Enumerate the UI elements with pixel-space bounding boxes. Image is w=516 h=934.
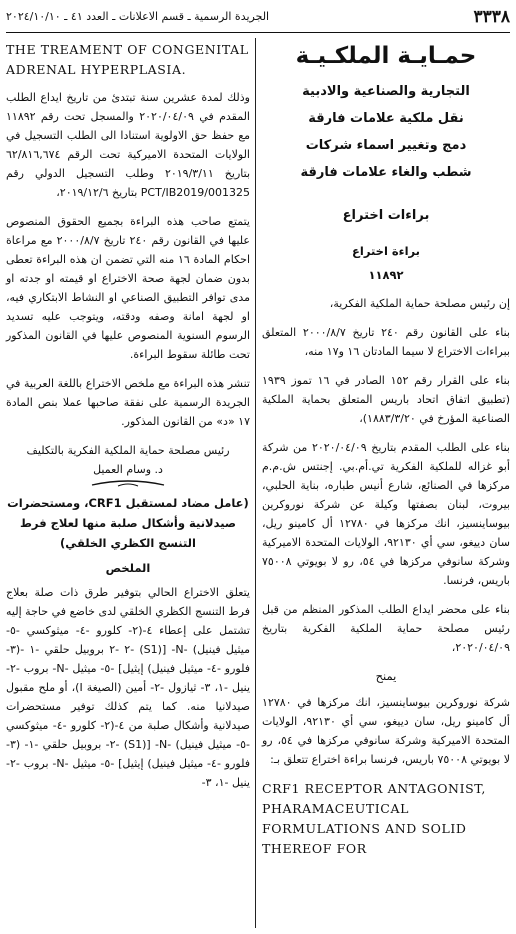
english-patent-title-continued: THE TREAMENT OF CONGENITAL ADRENAL HYPERPLASIA.	[6, 42, 249, 77]
section-subtitle: دمج وتغيير اسماء شركات	[305, 138, 467, 153]
grants-label: يمنح	[375, 669, 397, 683]
section-subtitle: نقل ملكية علامات فارقة	[308, 111, 464, 126]
signature-title: رئيس مصلحة حماية الملكية الفكرية بالتكليف	[26, 444, 230, 457]
signature-name: د. وسام العميل	[93, 463, 163, 476]
left-column	[6, 40, 250, 802]
patents-heading: براءات اختراع	[342, 208, 430, 223]
paragraph: وذلك لمدة عشرين سنة تبتدئ من تاريخ ايداع الطلب المقدم في ٢٠٢٠/٠٤/٠٩ والمسجل تحت رقم ١١٨٩٢ مع حفظ حق الاولوية استنادا الى الطلب التسجيل في الولايات المتحدة الاميركية تحت الرقم ٦٢/٨١٦,٦٧٤ بتاريخ ٢٠١٩/٣/١١ وطلب التسجيل الدولي رقم PCT/IB2019/001325 بتاريخ ٢٠١٩/١٢/٦،	[6, 91, 250, 199]
ornament-swash	[88, 479, 168, 489]
paragraph: يتمتع صاحب هذه البراءة بجميع الحقوق المنصوص عليها في القانون رقم ٢٤٠ تاريخ ٢٠٠٠/٨/٧ مع مراعاة احكام المادة ١٦ منه التي تضمن ان هذه البراءة تعطى بدون ضمان لجهة صحة الاختراع او قيمته او جدته او مدى توافر التطبيق الصناعي او النشاط الابتكاري فيه، او لجهة امانة وصفه ودقته، ويتوجب عليه تسديد الرسوم السنوية المنصوص عليها في القانون المذكور تحت طائلة سقوط البراءة.	[6, 215, 250, 361]
abstract-heading: الملخص	[105, 561, 151, 575]
english-patent-title: CRF1 RECEPTOR ANTAGONIST, PHARAMACEUTICAL FORMULATIONS AND SOLID THEREOF FOR	[262, 781, 486, 856]
page-header	[6, 6, 510, 28]
abstract-text: يتعلق الاختراع الحالي بتوفير طرق ذات صلة بعلاج فرط التنسج الكظري الخلقي لدى خاضع في حاجة إليه تشتمل على إعطاء ٤-(٢- كلورو -٤- ميثوكسي -٥- ميثيل فينيل) -N- [(S1) -٢ -٢ بروبيل حلقي -١ -(٣- فلورو -٤- ميثيل فينيل) إيثيل] -٥- ميثيل -N- بروب -٢- ينيل -١، ٣- ثيازول -٢- أمين (الصيغة I)، أو ملح مقبول صيدلانيا منه. كما يتم كذلك توفير مستحضرات صيدلانية وأشكال صلبة من ٤-(٢- كلورو -٤- ميثوكسي -٥- ميثيل فينيل) -N- [(S1) -٢- بروبيل حلقي -١- (٣- فلورو -٤- ميثيل فينيل) إيثيل] -٥- ميثيل -N- بروب -٢- ينيل -١، ٣-	[6, 586, 251, 789]
paragraph: بناء على محضر ايداع الطلب المذكور المنظم من قبل رئيس مصلحة حماية الملكية الفكرية بتاريخ ٢٠٢٠/٠٤/٠٩،	[262, 603, 510, 654]
patent-label: براءة اختراع	[352, 244, 420, 258]
gazette-info-line: الجريدة الرسمية ـ قسم الاعلانات ـ العدد ٤١ ـ ٢٠٢٤/١٠/١٠	[6, 10, 270, 23]
header-rule	[6, 32, 510, 33]
invention-title: (عامل مضاد لمستقبل CRF1، ومستحضرات صيدلانية وأشكال صلبة منها لعلاج فرط التنسج الكظري الخلقي)	[7, 496, 249, 550]
paragraph: بناء على القرار رقم ١٥٢ الصادر في ١٦ تموز ١٩٣٩ (تطبيق اتفاق اتحاد باريس المتعلق بحماية الملكية الصناعية المؤرخ في ١٨٨٣/٣/٢٠)،	[262, 374, 510, 425]
section-subtitle: التجارية والصناعية والادبية	[302, 84, 470, 99]
page-number: ٣٣٣٨	[473, 7, 510, 27]
grant-paragraph: شركة نوروكرين بيوساينسيز، انك مركزها في ١٢٧٨٠ أل كامينو ريل، سان دييغو، سي أي ٩٢١٣٠، الولايات المتحدة الاميركية وشركة سانوفي مركزها في ٥٤، رو لا بويوتي ٧٥٠٠٨ باريس، فرنسا براءة اختراع تتعلق بـ:	[262, 696, 510, 766]
addressee: إن رئيس مصلحة حماية الملكية الفكرية،	[329, 297, 510, 310]
paragraph: بناء على القانون رقم ٢٤٠ تاريخ ٢٠٠٠/٨/٧ المتعلق ببراءات الاختراع لا سيما المادتان ١٦ و١٧ منه،	[262, 326, 510, 358]
column-separator	[255, 38, 256, 928]
paragraph: بناء على الطلب المقدم بتاريخ ٢٠٢٠/٠٤/٠٩ من شركة أبو غزاله للملكية الفكرية تي.أم.بي. إجنتس ش.م.م مركزها في الصنائع، شارع أنيس طباره، بناية الحلبي، بيروت، لبنان بصفتها وكيلة عن شركة نوروكرين بيوساينسيز، انك مركزها في ١٢٧٨٠ أل كامينو ريل، سان دييغو، سي أي ٩٢١٣٠، الولايات المتحدة الاميركية وشركة سانوفي مركزها في ٥٤، رو لا بويوتي ٧٥٠٠٨ باريس، فرنسا.	[262, 441, 510, 587]
section-title: حمـايـة الملكـيـة	[295, 43, 477, 69]
paragraph: تنشر هذه البراءة مع ملخص الاختراع باللغة العربية في الجريدة الرسمية على نفقة صاحبها عملا بنص المادة ١٧ «د» من القانون المذكور.	[6, 377, 250, 428]
patent-number: ١١٨٩٢	[368, 268, 404, 282]
right-column	[262, 40, 510, 859]
section-subtitle: شطب والغاء علامات فارقة	[300, 165, 472, 180]
